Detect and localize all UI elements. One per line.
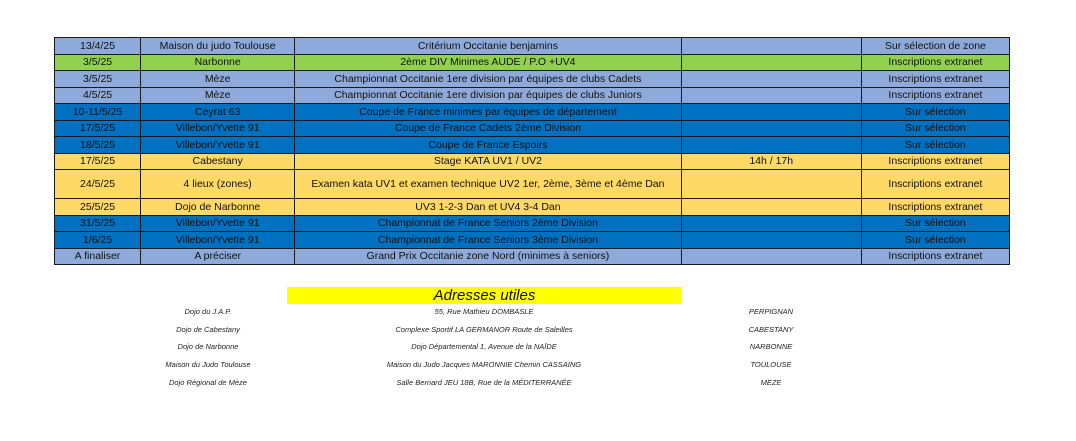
event-row xyxy=(55,232,1010,249)
event-row xyxy=(55,215,1010,232)
event-row xyxy=(55,87,1010,104)
address-street: 55, Rue Mathieu DOMBASLE xyxy=(434,307,534,316)
event-title: 2ème DIV Minimes AUDE / P.O +UV4 xyxy=(295,54,681,71)
event-title: Championnat Occitanie 1ere division par équipes de clubs Juniors xyxy=(295,87,681,104)
event-access: Inscriptions extranet xyxy=(861,170,1009,199)
event-row xyxy=(55,153,1010,170)
event-row xyxy=(55,54,1010,71)
event-time xyxy=(681,137,861,154)
event-row xyxy=(55,104,1010,121)
event-date: 17/5/25 xyxy=(55,153,141,170)
event-date: 10-11/5/25 xyxy=(55,104,141,121)
event-date: 25/5/25 xyxy=(55,199,141,216)
event-access: Sur sélection de zone xyxy=(861,38,1009,55)
event-date: 1/6/25 xyxy=(55,232,141,249)
event-location: Maison du judo Toulouse xyxy=(141,38,295,55)
event-access: Sur sélection xyxy=(861,137,1009,154)
event-access: Sur sélection xyxy=(861,215,1009,232)
event-time xyxy=(681,54,861,71)
event-title: Stage KATA UV1 / UV2 xyxy=(295,153,681,170)
event-location: 4 lieux (zones) xyxy=(141,170,295,199)
event-location: Villebon/Yvette 91 xyxy=(141,120,295,137)
event-time xyxy=(681,170,861,199)
event-title: Critérium Occitanie benjamins xyxy=(295,38,681,55)
event-location: Villebon/Yvette 91 xyxy=(141,232,295,249)
event-time xyxy=(681,71,861,88)
event-title: Grand Prix Occitanie zone Nord (minimes à seniors) xyxy=(295,248,681,265)
event-time xyxy=(681,199,861,216)
event-time xyxy=(681,87,861,104)
address-street: Maison du Judo Jacques MARONNIE Chemin CASSAING xyxy=(386,360,582,370)
event-title: Championnat de France Seniors 3ème Division xyxy=(295,232,681,249)
event-location: Ceyrat 63 xyxy=(141,104,295,121)
event-access: Inscriptions extranet xyxy=(861,87,1009,104)
event-title: Championnat Occitanie 1ere division par équipes de clubs Cadets xyxy=(295,71,681,88)
address-city: PERPIGNAN xyxy=(748,307,794,316)
event-access: Inscriptions extranet xyxy=(861,153,1009,170)
event-location: Cabestany xyxy=(141,153,295,170)
event-date: 24/5/25 xyxy=(55,170,141,199)
event-title: Championnat de France Seniors 2ème Division xyxy=(295,215,681,232)
event-row xyxy=(55,170,1010,199)
event-location: A préciser xyxy=(141,248,295,265)
address-dojo: Dojo de Narbonne xyxy=(177,342,239,352)
event-row xyxy=(55,137,1010,154)
event-location: Mèze xyxy=(141,71,295,88)
event-date: 3/5/25 xyxy=(55,71,141,88)
event-access: Inscriptions extranet xyxy=(861,248,1009,265)
event-row xyxy=(55,120,1010,137)
event-title: UV3 1-2-3 Dan et UV4 3-4 Dan xyxy=(295,199,681,216)
event-row xyxy=(55,38,1010,55)
event-time xyxy=(681,120,861,137)
address-dojo: Maison du Judo Toulouse xyxy=(165,360,251,370)
event-location: Villebon/Yvette 91 xyxy=(141,137,295,154)
event-title: Examen kata UV1 et examen technique UV2 1er, 2ème, 3ème et 4ème Dan xyxy=(295,170,681,199)
event-time xyxy=(681,215,861,232)
event-access: Sur sélection xyxy=(861,120,1009,137)
address-street: Salle Bernard JEU 18B, Rue de la MÉDITERRANÉE xyxy=(396,377,572,387)
event-date: 4/5/25 xyxy=(55,87,141,104)
event-access: Inscriptions extranet xyxy=(861,54,1009,71)
event-access: Sur sélection xyxy=(861,104,1009,121)
address-street: Complexe Sportif LA GERMANOR Route de Saleilles xyxy=(395,324,573,334)
events-table-body xyxy=(55,38,1010,265)
events-table xyxy=(54,37,1010,265)
event-title: Coupe de France Espoirs xyxy=(295,137,681,154)
event-time: 14h / 17h xyxy=(681,153,861,170)
event-date: A finaliser xyxy=(55,248,141,265)
address-city: TOULOUSE xyxy=(750,360,792,370)
event-date: 18/5/25 xyxy=(55,137,141,154)
event-access: Inscriptions extranet xyxy=(861,71,1009,88)
event-title: Coupe de France minimes par équipes de département xyxy=(295,104,681,121)
event-time xyxy=(681,104,861,121)
event-time xyxy=(681,232,861,249)
event-location: Dojo de Narbonne xyxy=(141,199,295,216)
event-time xyxy=(681,38,861,55)
event-access: Sur sélection xyxy=(861,232,1009,249)
address-dojo: Dojo Régional de Mèze xyxy=(169,377,247,387)
event-location: Narbonne xyxy=(141,54,295,71)
addresses-title: Adresses utiles xyxy=(287,287,682,304)
address-city: NARBONNE xyxy=(749,342,793,352)
address-street: Dojo Départemental 1, Avenue de la NAÏDE xyxy=(411,342,557,352)
event-row xyxy=(55,248,1010,265)
address-city: MEZE xyxy=(760,377,782,387)
event-date: 13/4/25 xyxy=(55,38,141,55)
address-city: CABESTANY xyxy=(748,324,794,334)
event-location: Mèze xyxy=(141,87,295,104)
event-date: 17/5/25 xyxy=(55,120,141,137)
address-dojo: Dojo du J.A.P. xyxy=(184,307,232,316)
event-date: 3/5/25 xyxy=(55,54,141,71)
event-access: Inscriptions extranet xyxy=(861,199,1009,216)
event-time xyxy=(681,248,861,265)
address-dojo: Dojo de Cabestany xyxy=(176,324,240,334)
event-title: Coupe de France Cadets 2ème Division xyxy=(295,120,681,137)
event-date: 31/5/25 xyxy=(55,215,141,232)
event-location: Villebon/Yvette 91 xyxy=(141,215,295,232)
event-row xyxy=(55,199,1010,216)
event-row xyxy=(55,71,1010,88)
